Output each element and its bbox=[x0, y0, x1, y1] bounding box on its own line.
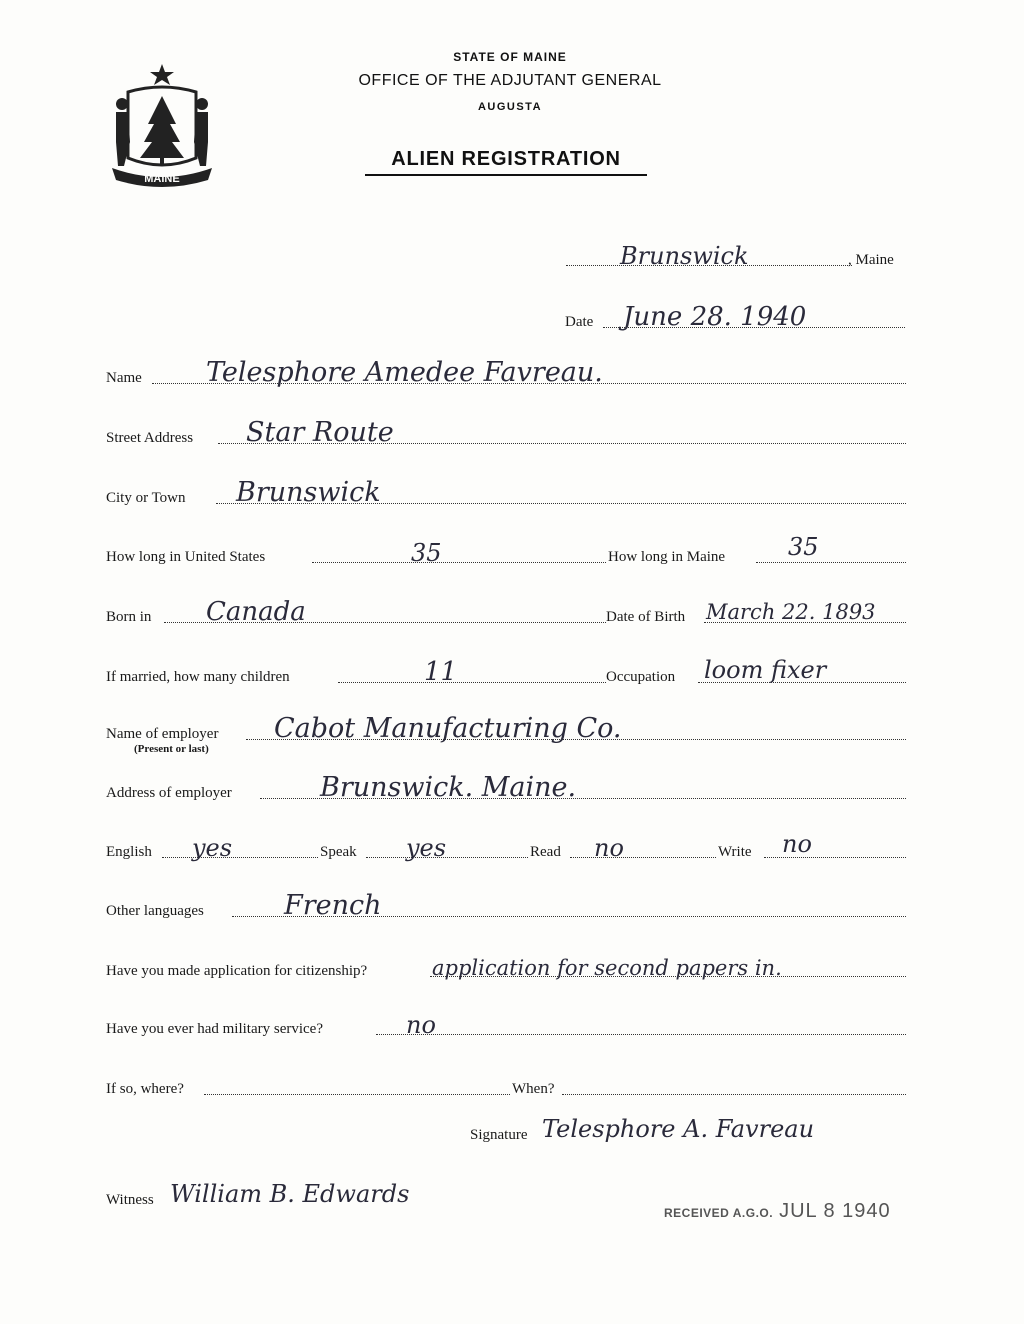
maine-state-seal-icon bbox=[104, 62, 220, 190]
speak-label: Speak bbox=[320, 844, 357, 860]
where-dots bbox=[204, 1094, 510, 1095]
write-value: no bbox=[782, 830, 812, 858]
language-skills-row bbox=[106, 832, 910, 860]
birth-row bbox=[106, 597, 920, 625]
when-dots bbox=[562, 1094, 906, 1095]
occupation-label: Occupation bbox=[606, 669, 676, 685]
where-label: If so, where? bbox=[106, 1081, 184, 1097]
date-of-birth-label: Date of Birth bbox=[606, 609, 686, 625]
write-label: Write bbox=[718, 844, 752, 860]
military-row bbox=[106, 1009, 910, 1037]
children-row bbox=[106, 657, 910, 685]
name-row bbox=[106, 358, 910, 386]
speak-value: yes bbox=[406, 834, 447, 862]
us-duration-value: 35 bbox=[411, 539, 442, 567]
street-row bbox=[106, 418, 910, 446]
maine-duration-dots bbox=[756, 562, 906, 563]
signature-row bbox=[470, 1115, 920, 1143]
speak-dots bbox=[366, 857, 528, 858]
occupation-value: loom fixer bbox=[704, 656, 827, 684]
received-stamp bbox=[664, 1200, 891, 1223]
office-heading: OFFICE OF THE ADJUTANT GENERAL bbox=[358, 72, 662, 89]
received-stamp-date: JUL 8 1940 bbox=[779, 1200, 891, 1222]
employer-sublabel: (Present or last) bbox=[134, 743, 209, 755]
us-duration-dots bbox=[312, 562, 606, 563]
city-row bbox=[106, 478, 910, 506]
duration-row bbox=[106, 533, 910, 567]
city-value: Brunswick bbox=[236, 477, 381, 508]
received-stamp-label: RECEIVED A.G.O. bbox=[664, 1206, 774, 1220]
city-label: City or Town bbox=[106, 490, 186, 506]
town-row bbox=[560, 240, 910, 268]
where-when-row bbox=[106, 1069, 910, 1097]
name-value: Telesphore Amedee Favreau. bbox=[206, 357, 603, 388]
city-heading: AUGUSTA bbox=[477, 101, 543, 113]
military-value: no bbox=[406, 1011, 436, 1039]
maine-duration-label: How long in Maine bbox=[608, 549, 726, 565]
other-languages-row bbox=[106, 891, 910, 919]
employer-address-row bbox=[106, 773, 910, 801]
citizenship-label: Have you made application for citizenship? bbox=[106, 963, 368, 979]
read-dots bbox=[570, 857, 716, 858]
employer-label: Name of employer bbox=[106, 726, 219, 742]
military-dots bbox=[376, 1034, 906, 1035]
signature-value: Telesphore A. Favreau bbox=[542, 1115, 815, 1143]
citizenship-row bbox=[106, 951, 920, 979]
english-dots bbox=[162, 857, 318, 858]
citizenship-value: application for second papers in. bbox=[432, 956, 782, 980]
employer-row bbox=[106, 713, 910, 755]
employer-address-label: Address of employer bbox=[106, 785, 232, 801]
children-label: If married, how many children bbox=[106, 669, 290, 685]
other-languages-value: French bbox=[284, 890, 382, 921]
born-in-value: Canada bbox=[206, 597, 306, 627]
born-in-label: Born in bbox=[106, 609, 152, 625]
english-label: English bbox=[106, 844, 152, 860]
other-languages-label: Other languages bbox=[106, 903, 204, 919]
military-label: Have you ever had military service? bbox=[106, 1021, 323, 1037]
street-label: Street Address bbox=[106, 430, 194, 446]
witness-label: Witness bbox=[106, 1192, 154, 1208]
read-value: no bbox=[594, 834, 624, 862]
date-of-birth-value: March 22. 1893 bbox=[706, 600, 876, 624]
date-label: Date bbox=[565, 314, 594, 330]
maine-duration-value: 35 bbox=[788, 533, 819, 561]
children-value: 11 bbox=[424, 657, 458, 687]
witness-row bbox=[106, 1180, 526, 1208]
name-label: Name bbox=[106, 370, 142, 386]
signature-label: Signature bbox=[470, 1127, 528, 1143]
read-label: Read bbox=[530, 844, 561, 860]
town-value: Brunswick bbox=[620, 242, 749, 270]
street-value: Star Route bbox=[246, 417, 394, 448]
employer-address-value: Brunswick. Maine. bbox=[320, 772, 577, 803]
date-value: June 28. 1940 bbox=[623, 302, 807, 332]
english-value: yes bbox=[192, 834, 233, 862]
employer-value: Cabot Manufacturing Co. bbox=[274, 713, 622, 744]
state-heading: STATE OF MAINE bbox=[453, 50, 567, 64]
when-label: When? bbox=[512, 1081, 555, 1097]
maine-suffix: , Maine bbox=[848, 252, 894, 268]
witness-value: William B. Edwards bbox=[170, 1180, 410, 1208]
us-duration-label: How long in United States bbox=[106, 549, 266, 565]
form-title: ALIEN REGISTRATION bbox=[365, 148, 647, 176]
date-row bbox=[565, 302, 910, 330]
children-dots bbox=[338, 682, 606, 683]
seal-text: MAINE bbox=[144, 173, 180, 185]
